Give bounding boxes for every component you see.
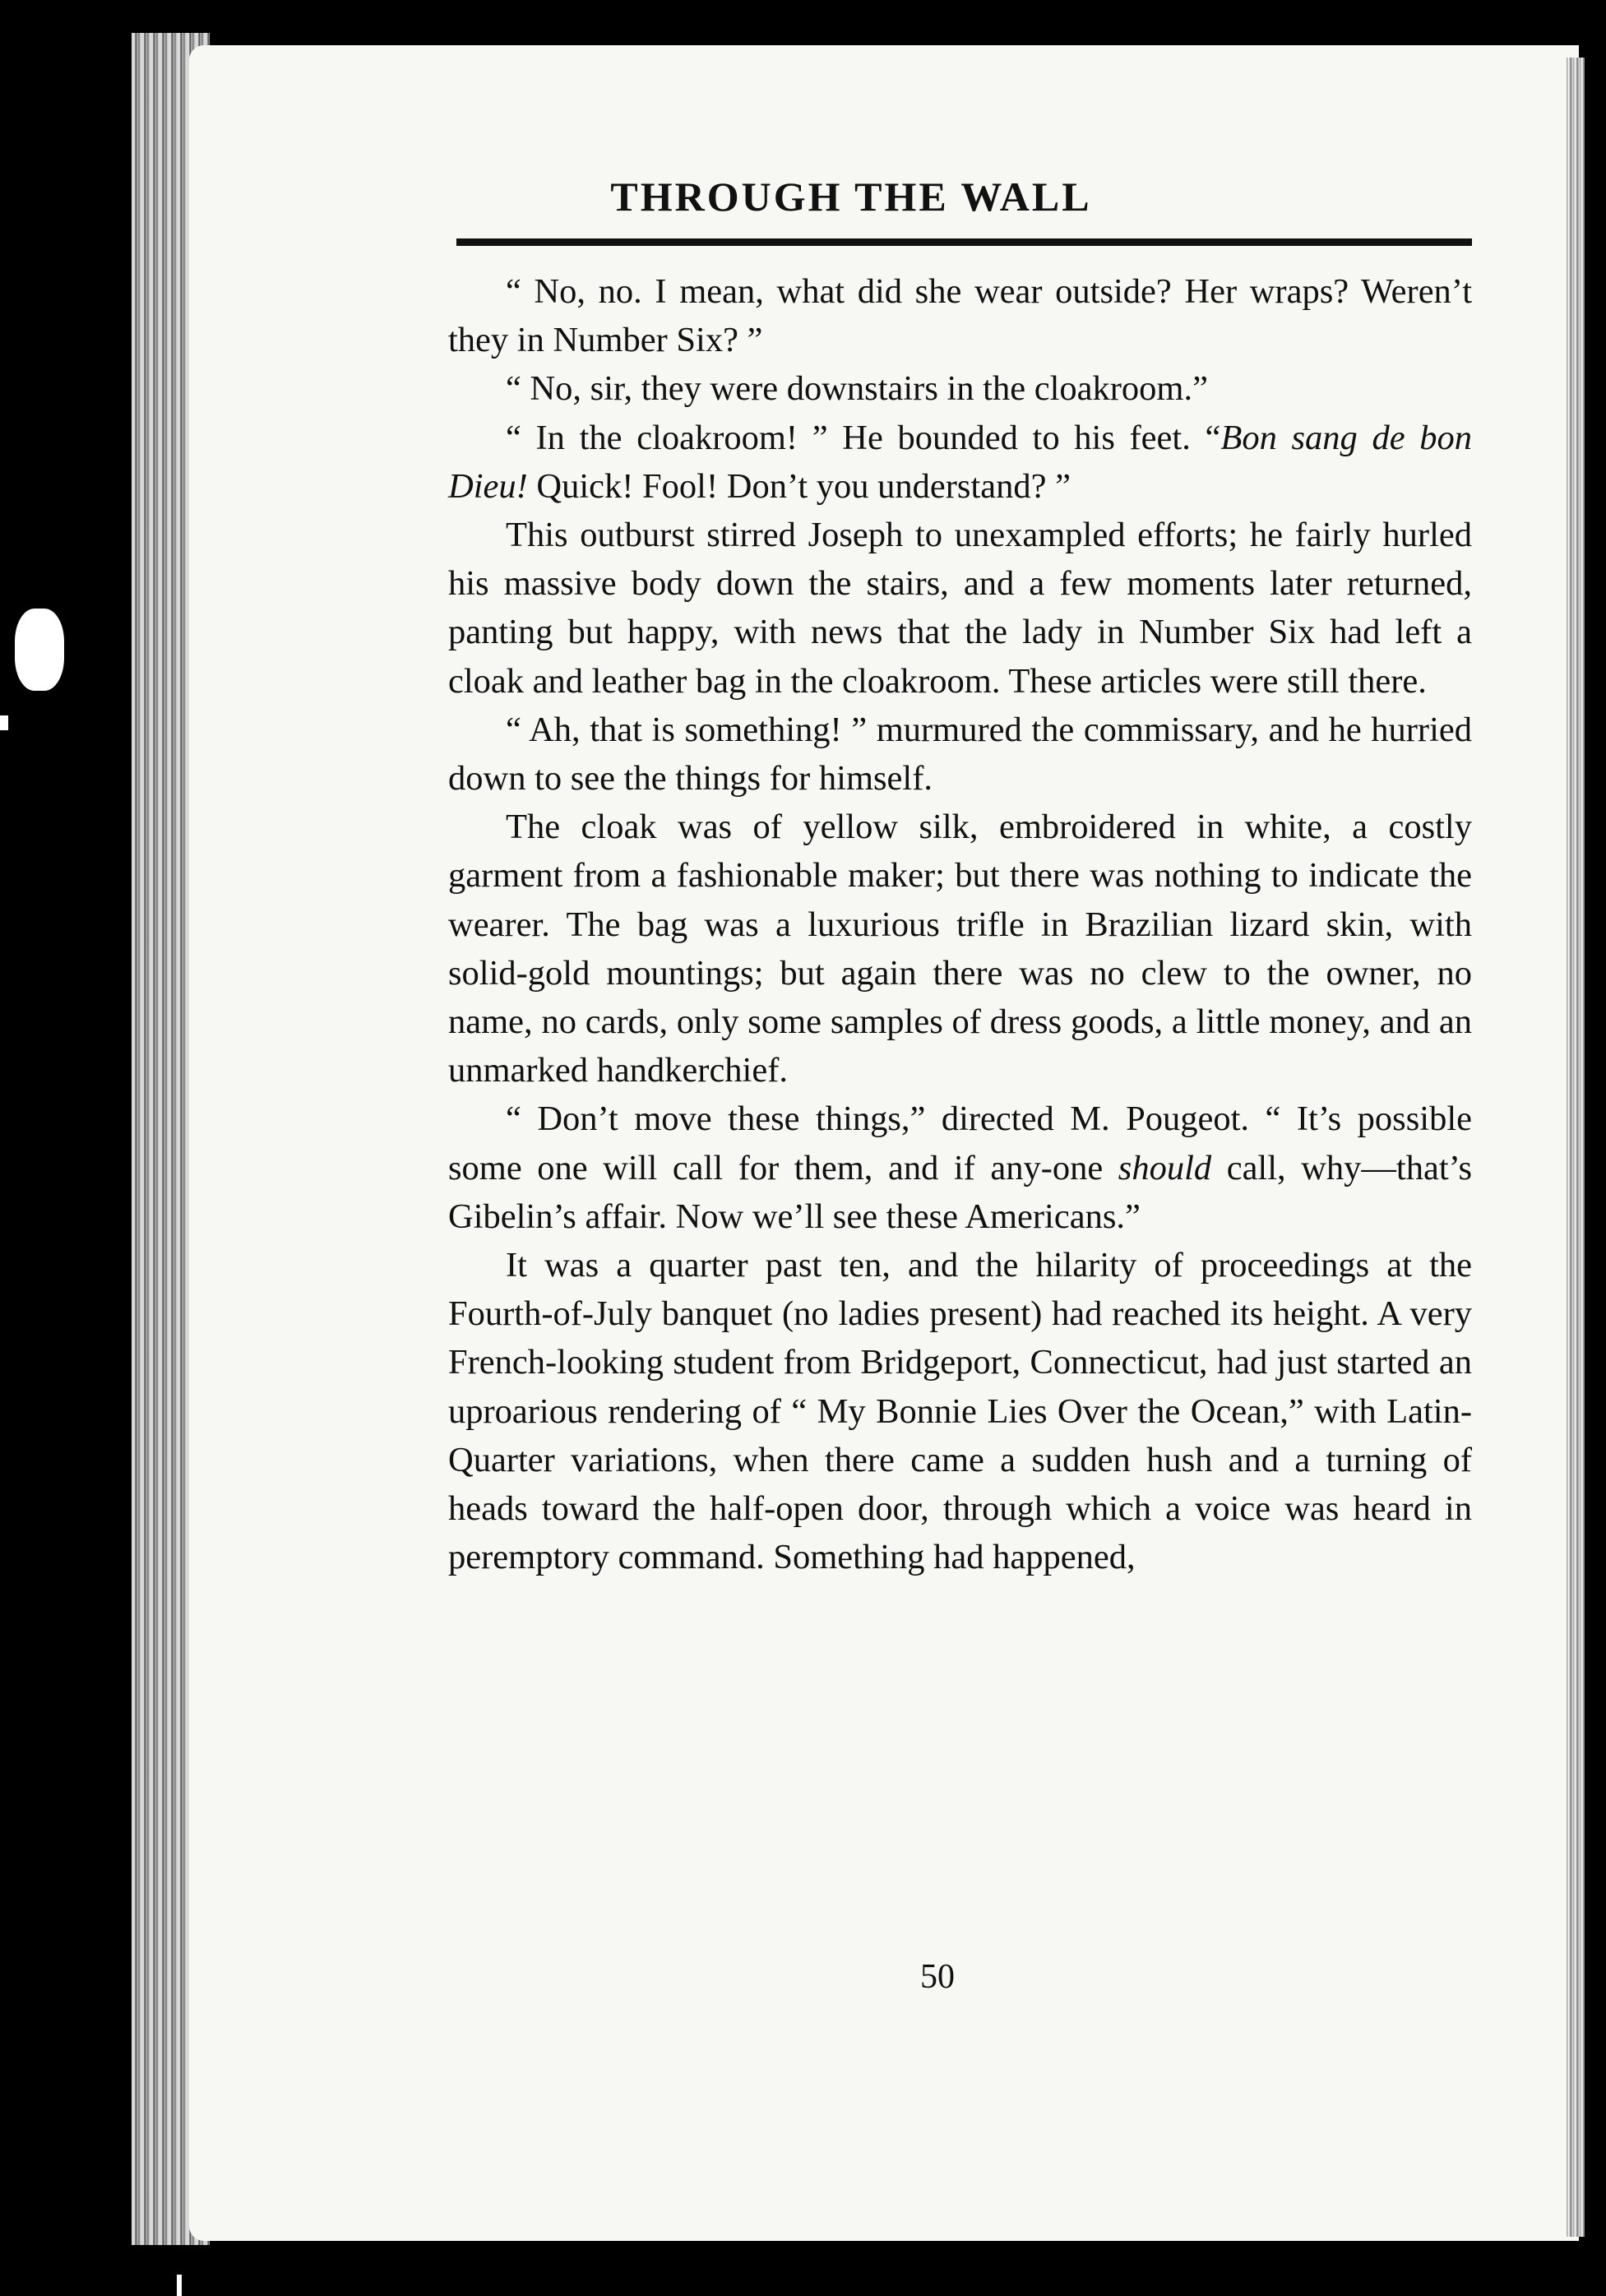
paragraph-text: “ No, no. I mean, what did she wear outside? Her wraps? Weren’t they in Number Six? ” xyxy=(448,272,1472,360)
scan-speck xyxy=(15,609,64,691)
running-head: THROUGH THE WALL xyxy=(610,174,1092,220)
paragraph-text: “ Don’t move these things,” directed M. Pougeot. “ It’s possible some one will call for them, and if any-one xyxy=(448,1099,1472,1187)
paragraph xyxy=(448,364,1472,413)
paragraph xyxy=(448,511,1472,706)
paragraph-text: call, why—that’s Gibelin’s affair. Now we’ll see these Americans.” xyxy=(448,1148,1472,1236)
paragraph xyxy=(448,1095,1472,1241)
paragraph xyxy=(448,803,1472,1095)
paragraph xyxy=(448,1241,1472,1581)
paragraph-text: “ Ah, that is something! ” murmured the commissary, and he hurried down to see the things for himself. xyxy=(448,710,1472,799)
paragraph-text: The cloak was of yellow silk, embroidered in white, a costly garment from a fashionable maker; but there was nothing to indicate the wearer. The bag was a luxurious trifle in Brazilian lizard skin, with solid-gold mountings; but again there was no clew to the owner, no name, no cards, only some samples of dress goods, a little money, and an unmarked handkerchief. xyxy=(448,808,1472,1090)
paragraph-text: It was a quarter past ten, and the hilarity of proceedings at the Fourth-of-July banquet (no ladies present) had reached its height. A very French-looking student from Bridgeport, Connecticut, had just started an uproarious rendering of “ My Bonnie Lies Over the Ocean,” with Latin-Quarter variations, when there came a sudden hush and a turning of heads toward the half-open door, through which a voice was heard in peremptory command. Something had happened, xyxy=(448,1246,1472,1577)
scan-speck xyxy=(0,715,8,730)
page-number: 50 xyxy=(920,1958,955,1996)
italic-text: Bon sang de bon Dieu! xyxy=(448,418,1472,506)
paragraph-text: “ No, sir, they were downstairs in the cloakroom.” xyxy=(506,369,1208,409)
paragraph-text: “ In the cloakroom! ” He bounded to his feet. “ xyxy=(506,418,1221,457)
paragraph-text: This outburst stirred Joseph to unexampled efforts; he fairly hurled his massive body down the stairs, and a few moments later returned, panting but happy, with news that the lady in Number Six had left a cloak and leather bag in the cloakroom. These articles were still there. xyxy=(448,516,1472,701)
scan-speck xyxy=(177,2275,182,2296)
paragraph-text: Quick! Fool! Don’t you understand? ” xyxy=(527,466,1071,506)
page-stack-edge xyxy=(1567,58,1585,2237)
italic-text: should xyxy=(1118,1148,1212,1187)
paragraph xyxy=(448,414,1472,511)
paragraph xyxy=(448,267,1472,364)
paragraph xyxy=(448,706,1472,803)
header-rule xyxy=(456,238,1472,246)
body-text xyxy=(448,267,1472,1581)
